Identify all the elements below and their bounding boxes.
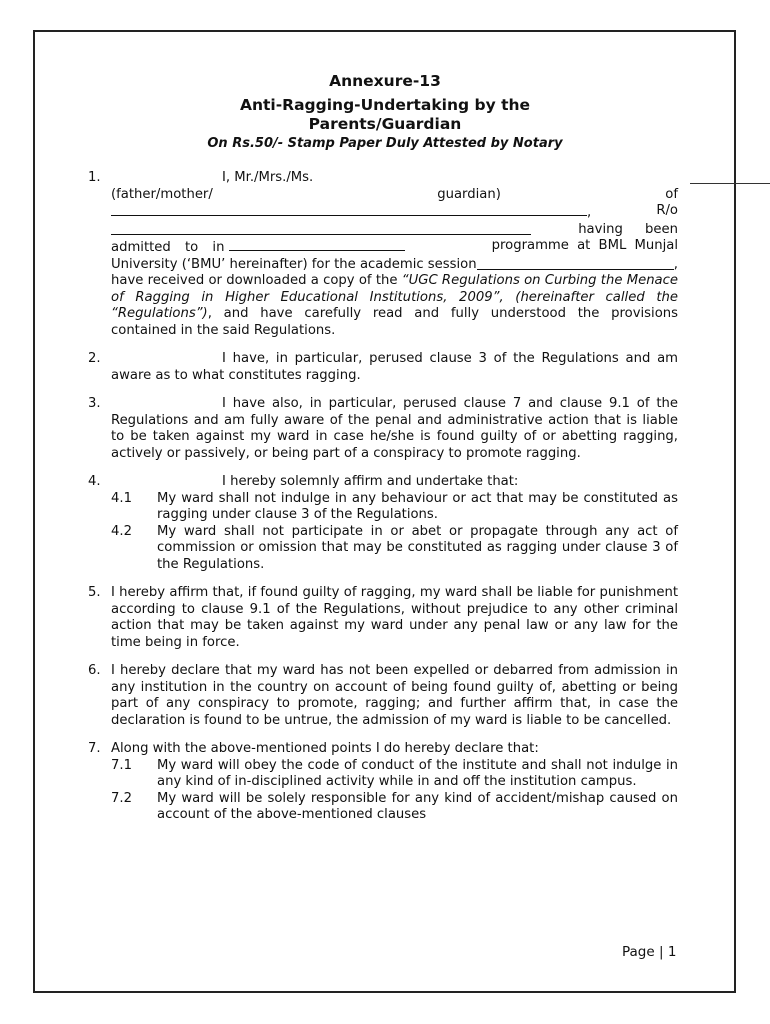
- clause-1-of: of: [665, 186, 678, 202]
- clause-1: [88, 170, 678, 339]
- clause-1-guardian: guardian): [437, 186, 501, 202]
- clause-2: [88, 351, 678, 384]
- page-number: Page | 1: [622, 944, 677, 960]
- blank-line: [477, 257, 674, 270]
- blank-line: [111, 222, 531, 235]
- blank-line: [111, 203, 587, 216]
- subclause-number: 4.2: [111, 523, 132, 539]
- clause-7: [88, 741, 678, 824]
- clause-7-1-text: My ward will obey the code of conduct of the institute and shall not indulge in any kind of in-disciplined activity while in and off the institution campus.: [157, 757, 678, 789]
- clause-number: 3.: [88, 396, 101, 411]
- clause-4-2: [111, 524, 678, 574]
- clause-4-2-text: My ward shall not participate in or abet or propagate through any act of commission or omission that may be constituted as ragging under clause 3 of the Regulations.: [157, 523, 678, 572]
- clause-number: 6.: [88, 663, 101, 678]
- clause-number: 4.: [88, 474, 101, 489]
- annexure-heading: Annexure-13: [329, 72, 441, 90]
- regulations-title: “UGC Regulations on Curbing the Menace of Ragging in Higher Educational Institutions, 2009”, (hereinafter called the “Regulations”): [111, 273, 679, 321]
- clause-number: 1.: [88, 170, 101, 185]
- blank-line: [229, 238, 405, 251]
- clause-1-programme: programme at BML Munjal: [491, 238, 678, 253]
- clause-1-name-line: I, Mr./Mrs./Ms.: [222, 170, 314, 185]
- clause-1-relation: (father/mother/: [111, 186, 213, 202]
- clause-1-understood: , and have carefully read and fully understood the provisions contained in the said Regulations.: [111, 306, 678, 338]
- clause-6-text: I hereby declare that my ward has not been expelled or debarred from admission in any institution in the country on account of being found guilty of, abetting or being part of any conspiracy to promote, ragging; and further affirm that, in case the declaration is found to be untrue, the admission of my ward is liable to be cancelled.: [111, 663, 678, 728]
- clause-3: [88, 396, 678, 462]
- clause-7-1: [111, 758, 678, 791]
- clause-number: 5.: [88, 585, 101, 600]
- comma: ,: [673, 256, 678, 272]
- subclause-number: 7.1: [111, 757, 132, 773]
- clause-7-2: [111, 791, 678, 824]
- clause-1-admitted: admitted to in: [111, 240, 225, 255]
- clause-4-1: [111, 491, 678, 524]
- comma: ,: [587, 205, 592, 220]
- clause-number: 7.: [88, 741, 101, 756]
- clause-4: [88, 474, 678, 573]
- document-title-text: Anti-Ragging-Undertaking by the Parents/Guardian: [239, 96, 531, 133]
- clause-number: 2.: [88, 351, 101, 366]
- clause-6: [88, 663, 678, 729]
- undertaking-body: [88, 170, 678, 836]
- clause-7-text: Along with the above-mentioned points I do hereby declare that:: [111, 741, 539, 756]
- clause-4-1-text: My ward shall not indulge in any behaviour or act that may be constituted as ragging under clause 3 of the Regulations.: [157, 490, 678, 522]
- clause-1-university: University (‘BMU’ hereinafter) for the academic session: [111, 256, 477, 272]
- document-title: [185, 96, 585, 134]
- clause-4-text: I hereby solemnly affirm and undertake that:: [222, 474, 519, 489]
- clause-1-received: have received or downloaded a copy of the: [111, 273, 402, 288]
- clause-7-2-text: My ward will be solely responsible for any kind of accident/mishap caused on account of the above-mentioned clauses: [157, 790, 678, 822]
- subclause-number: 4.1: [111, 490, 132, 506]
- clause-5-text: I hereby affirm that, if found guilty of ragging, my ward shall be liable for punishment according to clause 9.1 of the Regulations, without prejudice to any other criminal action that may be taken against my ward under any penal law or any law for the time being in force.: [111, 585, 678, 650]
- document-subtitle: On Rs.50/- Stamp Paper Duly Attested by Notary: [207, 136, 563, 151]
- clause-2-text: I have, in particular, perused clause 3 of the Regulations and am aware as to what constitutes ragging.: [111, 351, 678, 383]
- subclause-number: 7.2: [111, 790, 132, 806]
- clause-3-text: I have also, in particular, perused clause 7 and clause 9.1 of the Regulations and am fully aware of the penal and administrative action that is liable to be taken against my ward in case he/she is found guilty of or abetting ragging, actively or passively, or being part of a conspiracy to promote ragging.: [111, 396, 678, 461]
- clause-1-regulations: [111, 273, 678, 339]
- clause-1-having: having been: [578, 221, 678, 237]
- clause-1-ro: R/o: [656, 203, 678, 218]
- margin-line: [690, 183, 770, 184]
- clause-5: [88, 585, 678, 651]
